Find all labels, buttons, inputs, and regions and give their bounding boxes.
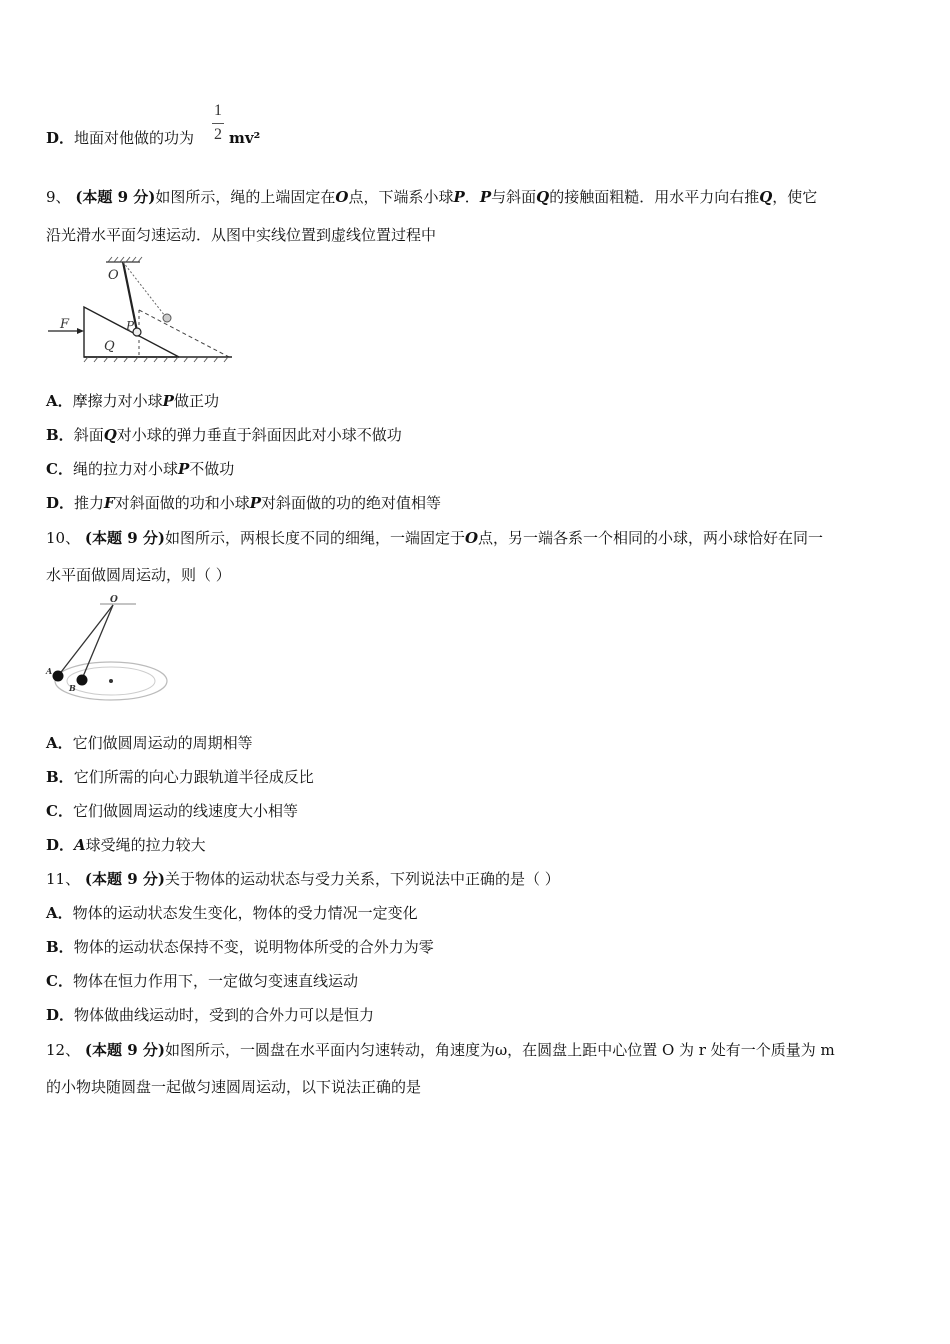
stem-text: 点，下端系小球 xyxy=(348,188,454,206)
option-label: D． xyxy=(46,1006,75,1024)
var-q: Q xyxy=(536,188,550,206)
q10-stem-line-2: 水平面做圆周运动，则（ ） xyxy=(46,566,231,584)
q10-option-c xyxy=(46,801,298,821)
option-text: 地面对他做的功为 xyxy=(74,129,195,147)
option-text: 物体做曲线运动时，受到的合外力可以是恒力 xyxy=(74,1006,375,1024)
option-label: D． xyxy=(46,129,75,147)
q9-stem-line-2: 沿光滑水平面匀速运动．从图中实线位置到虚线位置过程中 xyxy=(46,226,437,244)
var-f: F xyxy=(104,494,115,512)
q12-stem-line-1 xyxy=(46,1040,835,1060)
option-label: B． xyxy=(46,426,74,444)
stem-text: 如图所示，一圆盘在水平面内匀速转动，角速度为ω，在圆盘上距中心位置 O 为 r 处有一个质量为 m xyxy=(164,1041,835,1059)
var-a: A xyxy=(74,836,86,854)
option-text: 它们做圆周运动的线速度大小相等 xyxy=(72,802,298,820)
label-f: F xyxy=(60,317,70,332)
label-o: O xyxy=(110,595,118,605)
option-label: D． xyxy=(46,836,75,854)
option-text: 对斜面做的功的绝对值相等 xyxy=(260,494,441,512)
var-p: P xyxy=(479,188,492,206)
option-text: 绳的拉力对小球 xyxy=(72,460,178,478)
var-p: P xyxy=(177,460,190,478)
score-note: (本题 9 分) xyxy=(84,529,165,547)
score-note: (本题 9 分) xyxy=(75,188,156,206)
score-note: (本题 9 分) xyxy=(84,870,165,888)
stem-text: 关于物体的运动状态与受力关系，下列说法中正确的是（ ） xyxy=(164,870,560,888)
q11-option-a xyxy=(46,903,418,923)
option-label: B． xyxy=(46,768,74,786)
option-label: B． xyxy=(46,938,74,956)
q11-stem xyxy=(46,869,560,889)
var-p: P xyxy=(249,494,261,512)
q8-option-d-tail: mv² xyxy=(229,129,261,147)
stem-text: 如图所示，两根长度不同的细绳，一端固定于 xyxy=(164,529,465,547)
q8-option-d xyxy=(46,128,194,148)
question-number: 9、 xyxy=(46,188,71,206)
q9-stem-line-1 xyxy=(46,187,817,207)
question-number: 11、 xyxy=(46,870,81,888)
label-b: B xyxy=(69,683,76,693)
option-text: 推力 xyxy=(74,494,105,512)
q9-option-d xyxy=(46,493,441,513)
q10-stem-line-1 xyxy=(46,528,823,548)
label-p: P xyxy=(126,319,135,333)
option-label: D． xyxy=(46,494,75,512)
option-text: 不做功 xyxy=(189,460,235,478)
option-label: C． xyxy=(46,972,73,990)
var-p: P xyxy=(162,392,174,410)
option-text: 物体的运动状态发生变化，物体的受力情况一定变化 xyxy=(72,904,418,922)
q9-option-a xyxy=(46,391,219,411)
q10-figure xyxy=(44,592,172,704)
q10-option-d xyxy=(46,835,206,855)
option-label: C． xyxy=(46,460,73,478)
q10-option-a xyxy=(46,733,253,753)
q11-option-d xyxy=(46,1005,374,1025)
stem-text: ． xyxy=(464,188,480,206)
var-o: O xyxy=(335,188,349,206)
q10-option-b xyxy=(46,767,314,787)
q11-option-c xyxy=(46,971,358,991)
option-text: 球受绳的拉力较大 xyxy=(85,836,206,854)
q9-figure xyxy=(44,255,236,367)
q9-option-b xyxy=(46,425,402,445)
option-label: C． xyxy=(46,802,73,820)
option-text: 对小球的弹力垂直于斜面因此对小球不做功 xyxy=(116,426,402,444)
option-text: 物体的运动状态保持不变，说明物体所受的合外力为零 xyxy=(73,938,434,956)
score-note: (本题 9 分) xyxy=(84,1041,165,1059)
fraction-numerator: 1 xyxy=(214,102,222,119)
stem-text: 点，另一端各系一个相同的小球，两小球恰好在同一 xyxy=(478,529,824,547)
option-text: 对斜面做的功和小球 xyxy=(114,494,250,512)
var-o: O xyxy=(464,529,479,547)
fraction-bar xyxy=(212,123,224,124)
option-label: A． xyxy=(46,392,73,410)
question-number: 10、 xyxy=(46,529,81,547)
option-text: 摩擦力对小球 xyxy=(72,392,163,410)
var-p: P xyxy=(453,188,465,206)
option-text: 做正功 xyxy=(173,392,219,410)
q11-option-b xyxy=(46,937,434,957)
stem-text: ，使它 xyxy=(772,188,818,206)
label-q: Q xyxy=(104,339,115,354)
label-a: A xyxy=(46,666,53,676)
stem-text: 与斜面 xyxy=(491,188,537,206)
stem-text: 的接触面粗糙．用水平力向右推 xyxy=(549,188,760,206)
q9-option-c xyxy=(46,459,234,479)
option-text: 它们所需的向心力跟轨道半径成反比 xyxy=(73,768,314,786)
fraction-denominator: 2 xyxy=(214,126,222,143)
option-label: A． xyxy=(46,734,73,752)
var-q: Q xyxy=(759,188,773,206)
option-label: A． xyxy=(46,904,73,922)
var-q: Q xyxy=(103,426,117,444)
option-text: 斜面 xyxy=(73,426,104,444)
option-text: 它们做圆周运动的周期相等 xyxy=(72,734,253,752)
option-text: 物体在恒力作用下，一定做匀变速直线运动 xyxy=(72,972,358,990)
q12-stem-line-2: 的小物块随圆盘一起做匀速圆周运动，以下说法正确的是 xyxy=(46,1078,422,1096)
label-o: O xyxy=(108,268,119,283)
question-number: 12、 xyxy=(46,1041,81,1059)
stem-text: 如图所示，绳的上端固定在 xyxy=(155,188,336,206)
